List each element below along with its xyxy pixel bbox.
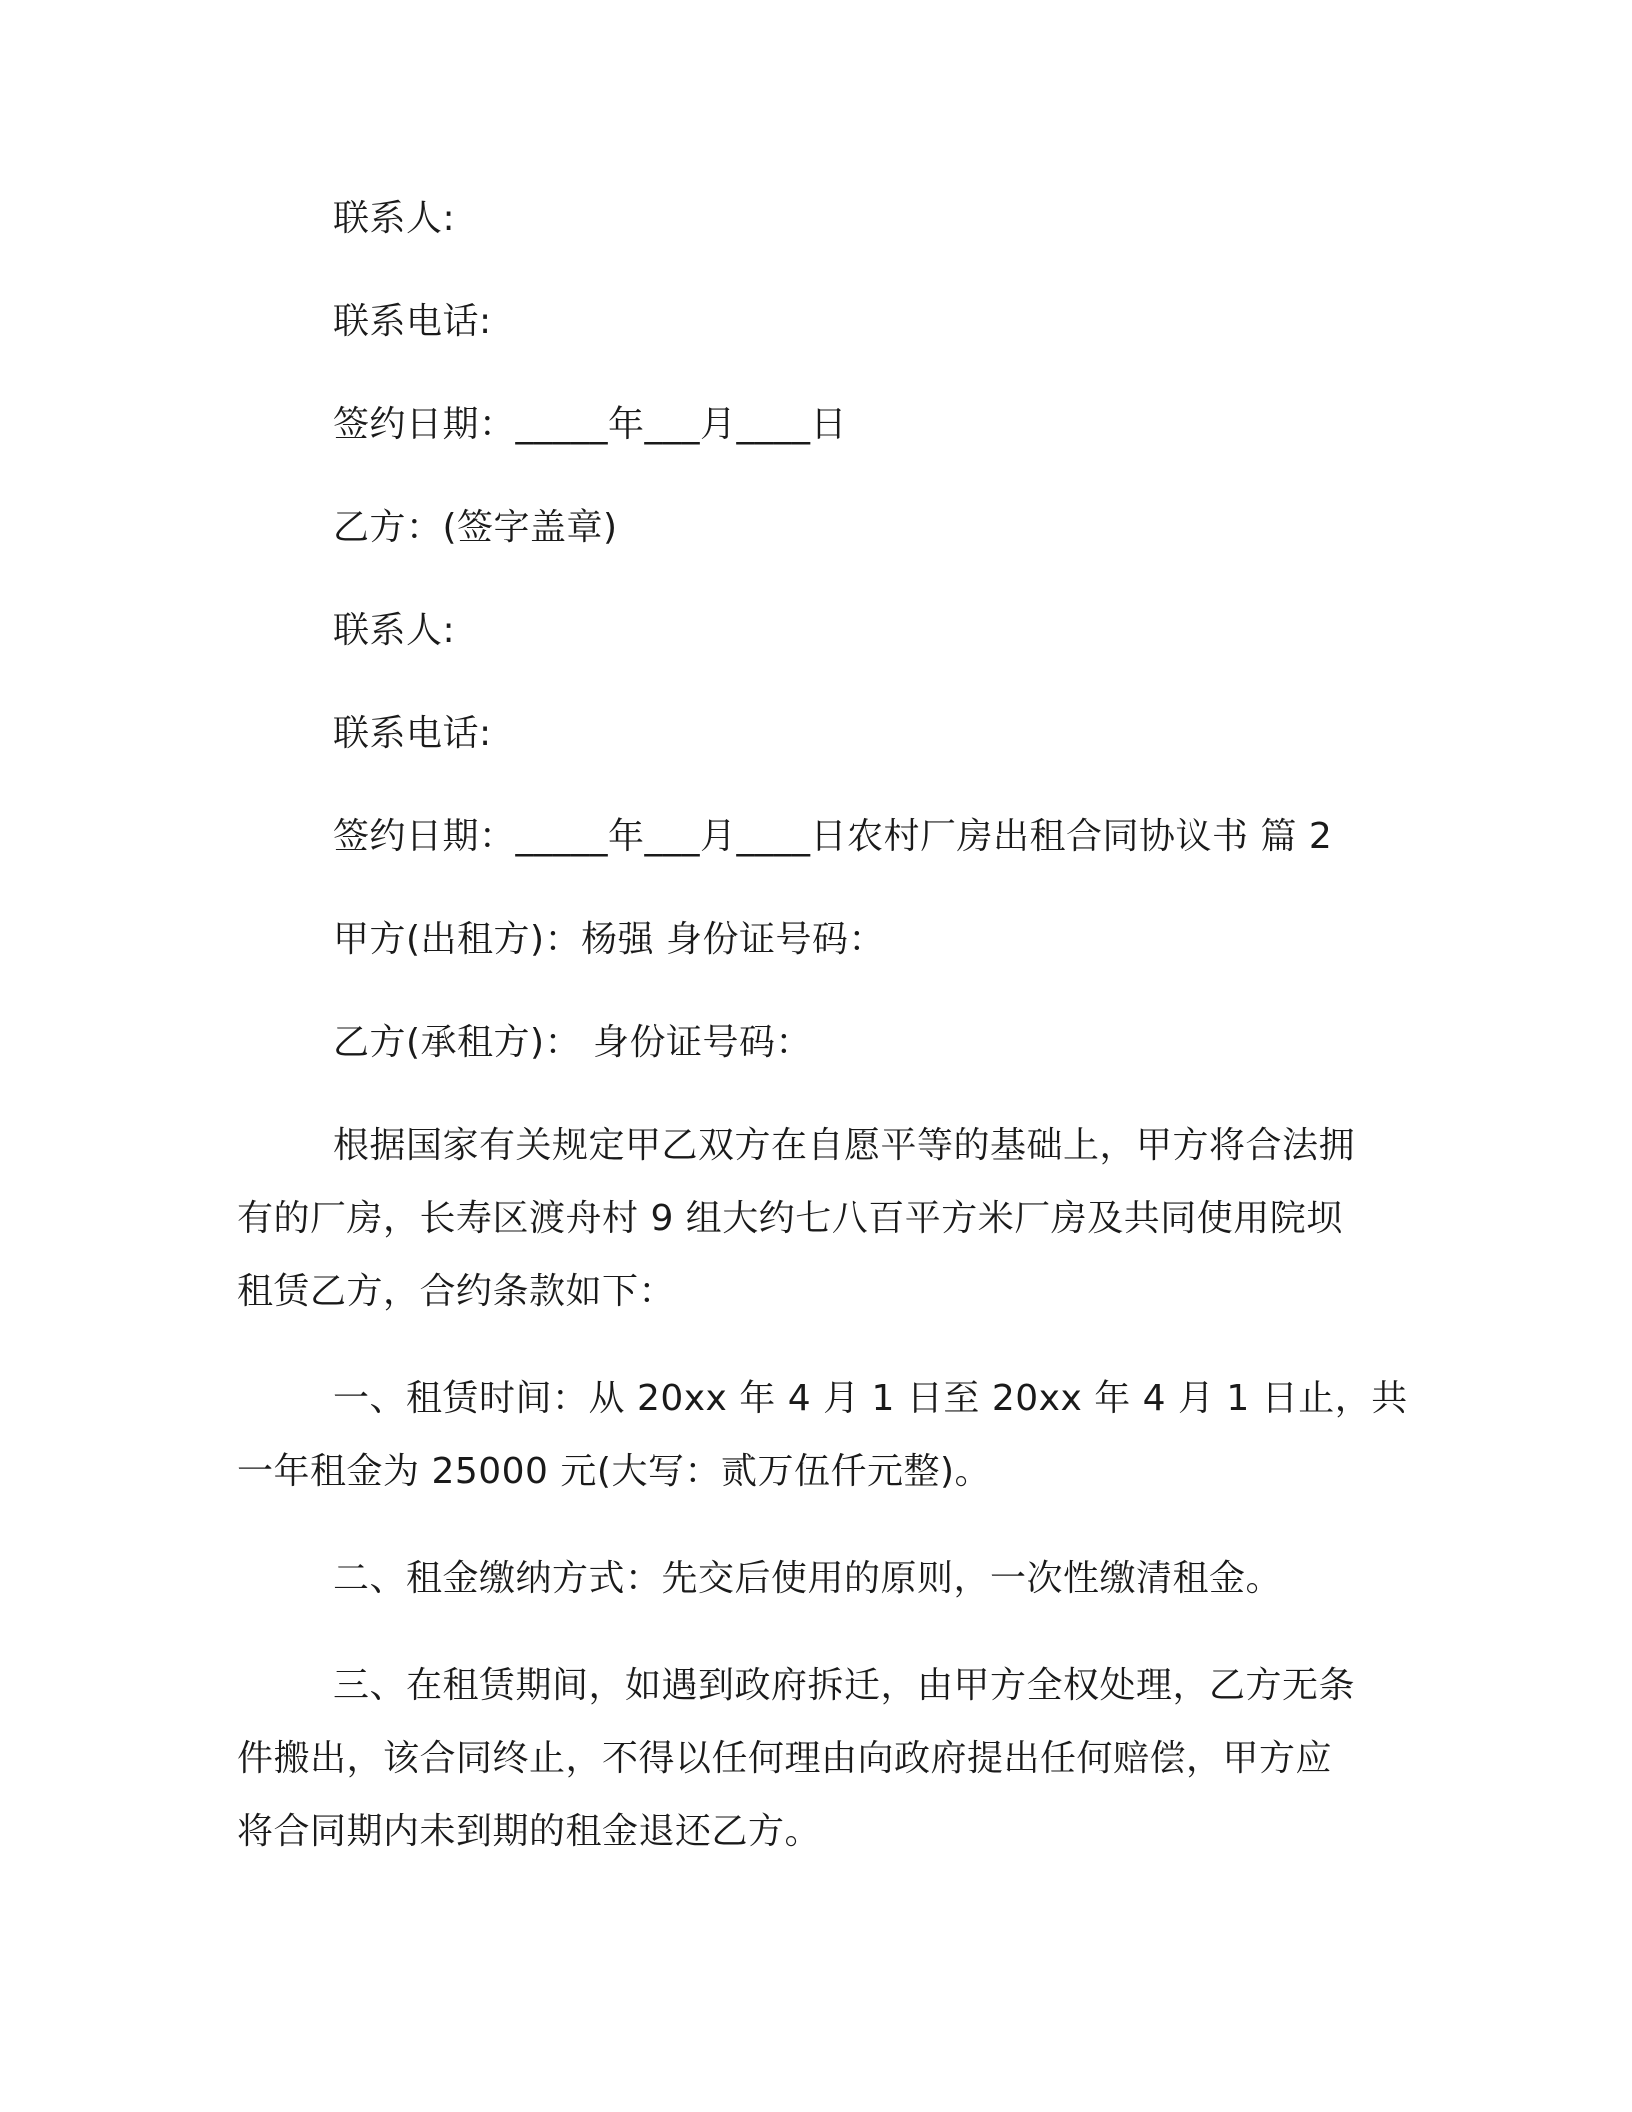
contact-person-label-2: 联系人: [333,610,456,651]
signing-date-line-1: 签约日期：_____年___月____日 [333,404,848,445]
clause-1-line-1: 一、租赁时间：从 20xx 年 4 月 1 日至 20xx 年 4 月 1 日止，共 [333,1378,1408,1419]
clause-1-line-2: 一年租金为 25000 元(大写：贰万伍仟元整)。 [237,1451,991,1492]
clause-3-line-1: 三、在租赁期间，如遇到政府拆迁，由甲方全权处理，乙方无条 [333,1665,1356,1706]
party-a-line: 甲方(出租方)：杨强 身份证号码： [333,919,886,960]
clause-3-line-2: 件搬出，该合同终止，不得以任何理由向政府提出任何赔偿，甲方应 [237,1738,1333,1779]
clause-2-line-1: 二、租金缴纳方式：先交后使用的原则，一次性缴清租金。 [333,1558,1283,1599]
signing-date-line-2: 签约日期：_____年___月____日农村厂房出租合同协议书 篇 2 [333,816,1333,857]
contact-person-label-1: 联系人: [333,198,456,239]
contact-phone-label-2: 联系电话: [333,713,492,754]
party-b-signature-line: 乙方：(签字盖章) [333,507,618,548]
preamble-line-3: 租赁乙方，合约条款如下： [237,1271,676,1312]
preamble-line-1: 根据国家有关规定甲乙双方在自愿平等的基础上，甲方将合法拥 [333,1125,1356,1166]
preamble-line-2: 有的厂房，长寿区渡舟村 9 组大约七八百平方米厂房及共同使用院坝 [237,1198,1343,1239]
party-b-line: 乙方(承租方)： 身份证号码： [333,1022,813,1063]
clause-3-line-3: 将合同期内未到期的租金退还乙方。 [237,1811,822,1852]
contact-phone-label-1: 联系电话: [333,301,492,342]
